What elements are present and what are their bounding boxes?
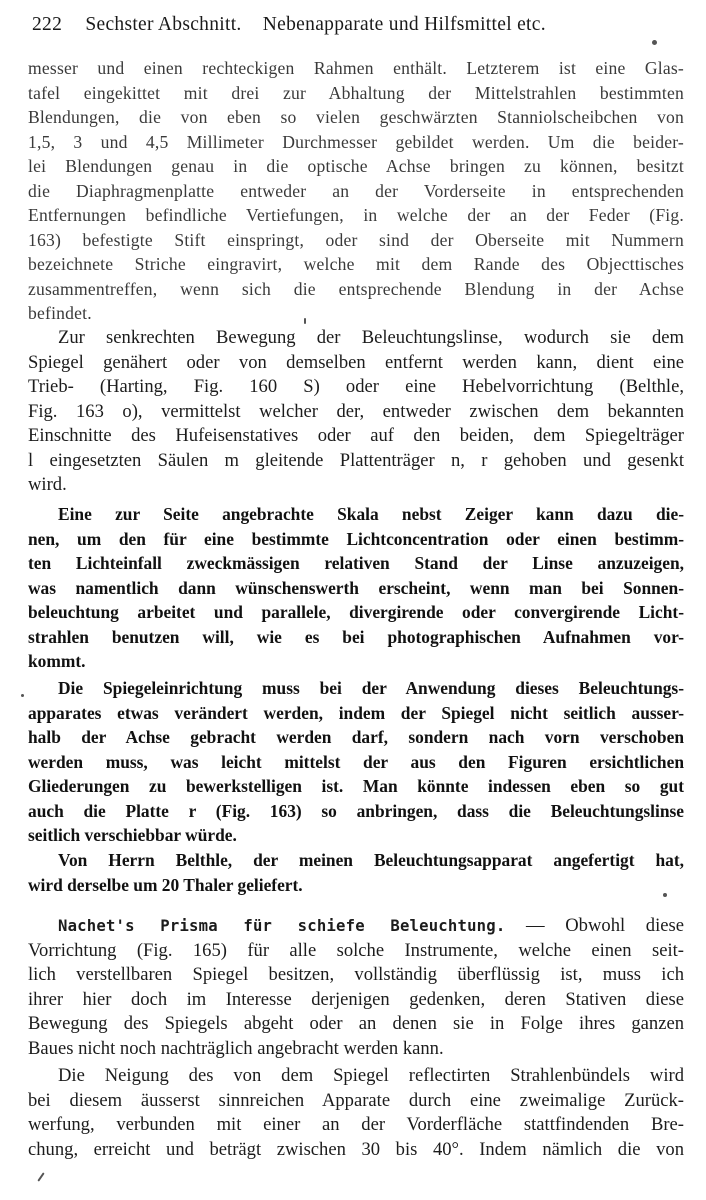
text-line: lich verstellbaren Spiegel besitzen, vollständig überflüssig ist, muss ich (28, 964, 684, 985)
paragraph-2 (28, 326, 684, 498)
paragraph-3 (28, 502, 684, 674)
text-line: Trieb- (Harting, Fig. 160 S) oder eine Hebelvorrichtung (Belthle, (28, 376, 684, 397)
section-heading-continuation: — Obwohl diese (505, 915, 684, 936)
text-line: nen, um den für eine bestimmte Lichtconcentration oder einen bestimm- (28, 528, 684, 549)
text-line: strahlen benutzen will, wie es bei photographischen Aufnahmen vor- (28, 626, 684, 647)
text-line: Von Herrn Belthle, der meinen Beleuchtungsapparat angefertigt hat, (58, 850, 684, 870)
text-line: messer und einen rechteckigen Rahmen enthält. Letzterem ist eine Glas- (28, 58, 684, 78)
text-line: apparates etwas verändert werden, indem der Spiegel nicht seitlich ausser- (28, 702, 684, 723)
text-line: l eingesetzten Säulen m gleitende Plattenträger n, r gehoben und gesenkt (28, 449, 684, 471)
running-header (32, 14, 672, 44)
print-speck (663, 893, 667, 897)
text-line: 163) befestigte Stift einspringt, oder sind der Oberseite mit Nummern (28, 229, 684, 250)
text-line: auch die Platte r (Fig. 163) so anbringen, dass die Beleuchtungslinse (28, 800, 684, 821)
text-line: wird derselbe um 20 Thaler geliefert. (28, 874, 303, 895)
text-line: ihrer hier doch im Interesse derjenigen gedenken, deren Stativen diese (28, 988, 684, 1010)
paragraph-5 (28, 848, 684, 897)
text-line: was namentlich dann wünschenswerth erscheint, wenn man bei Sonnen- (28, 577, 684, 598)
paragraph-4 (28, 676, 684, 848)
text-line: kommt. (28, 651, 86, 671)
text-line: ten Lichteinfall zweckmässigen relativen Stand der Linse anzuzeigen, (28, 553, 684, 573)
print-speck (37, 1172, 44, 1181)
text-line: bei diesem äusserst sinnreichen Apparate durch eine zweimalige Zurück- (28, 1089, 684, 1111)
text-line: beleuchtung arbeitet und parallele, divergirende oder convergirende Licht- (28, 602, 684, 622)
text-line: werfung, verbunden mit einer an der Vorderfläche stattfindenden Bre- (28, 1114, 684, 1135)
text-line: Fig. 163 o), vermittelst welcher der, entweder zwischen dem bekannten (28, 400, 684, 422)
running-title: Nebenapparate und Hilfsmittel etc. (262, 14, 546, 35)
text-line: lei Blendungen genau in die optische Achse bringen zu können, besitzt (28, 156, 684, 176)
text-line: Spiegel genähert oder von demselben entfernt werden kann, dient eine (28, 351, 684, 373)
text-line: halb der Achse gebracht werden darf, sondern nach vorn verschoben (28, 727, 684, 747)
text-line: chung, erreicht und beträgt zwischen 30 bis 40°. Indem nämlich die von (28, 1138, 684, 1160)
text-line: Zur senkrechten Bewegung der Beleuchtungslinse, wodurch sie dem (58, 327, 684, 348)
print-speck (21, 694, 24, 697)
text-line: Blendungen, die von eben so vielen geschwärzten Stanniolscheibchen von (28, 107, 684, 127)
text-line: bezeichnete Striche eingravirt, welche mit dem Rande des Objecttisches (28, 254, 684, 274)
text-line: Die Spiegeleinrichtung muss bei der Anwendung dieses Beleuchtungs- (58, 678, 684, 698)
paragraph-1 (28, 56, 684, 326)
text-line: 1,5, 3 und 4,5 Millimeter Durchmesser gebildet werden. Um die beider- (28, 131, 684, 152)
section-heading: Nachet's Prisma für schiefe Beleuchtung. (58, 917, 506, 935)
text-line: Baues nicht noch nachträglich angebracht werden kann. (28, 1037, 444, 1059)
print-speck (304, 318, 306, 324)
text-line: Entfernungen befindliche Vertiefungen, in welche der an der Feder (Fig. (28, 205, 684, 225)
text-line: wird. (28, 474, 67, 495)
text-line: tafel eingekittet mit drei zur Abhaltung der Mittelstrahlen bestimmten (28, 82, 684, 103)
paragraph-7 (28, 1064, 684, 1162)
text-line: Einschnitte des Hufeisenstatives oder auf den beiden, dem Spiegelträger (28, 425, 684, 446)
text-line: Eine zur Seite angebrachte Skala nebst Zeiger kann dazu die- (58, 504, 684, 524)
page-number: 222 (32, 14, 63, 35)
paragraph-6 (28, 914, 684, 1061)
text-line: zusammentreffen, wenn sich die entsprechende Blendung in der Achse (28, 278, 684, 299)
text-line: Die Neigung des von dem Spiegel reflectirten Strahlenbündels wird (58, 1065, 684, 1086)
text-line: Gliederungen zu bewerkstelligen ist. Man könnte indessen eben so gut (28, 776, 684, 796)
text-line (28, 914, 684, 939)
text-line: befindet. (28, 303, 92, 323)
text-line: Vorrichtung (Fig. 165) für alle solche Instrumente, welche einen seit- (28, 939, 684, 961)
chapter-label: Sechster Abschnitt. (85, 14, 242, 35)
text-line: seitlich verschiebbar würde. (28, 825, 237, 845)
text-line: werden muss, was leicht mittelst der aus den Figuren ersichtlichen (28, 751, 684, 772)
text-line: die Diaphragmenplatte entweder an der Vorderseite in entsprechenden (28, 180, 684, 201)
text-line: Bewegung des Spiegels abgeht oder an denen sie in Folge ihres ganzen (28, 1013, 684, 1034)
print-speck (652, 40, 657, 45)
